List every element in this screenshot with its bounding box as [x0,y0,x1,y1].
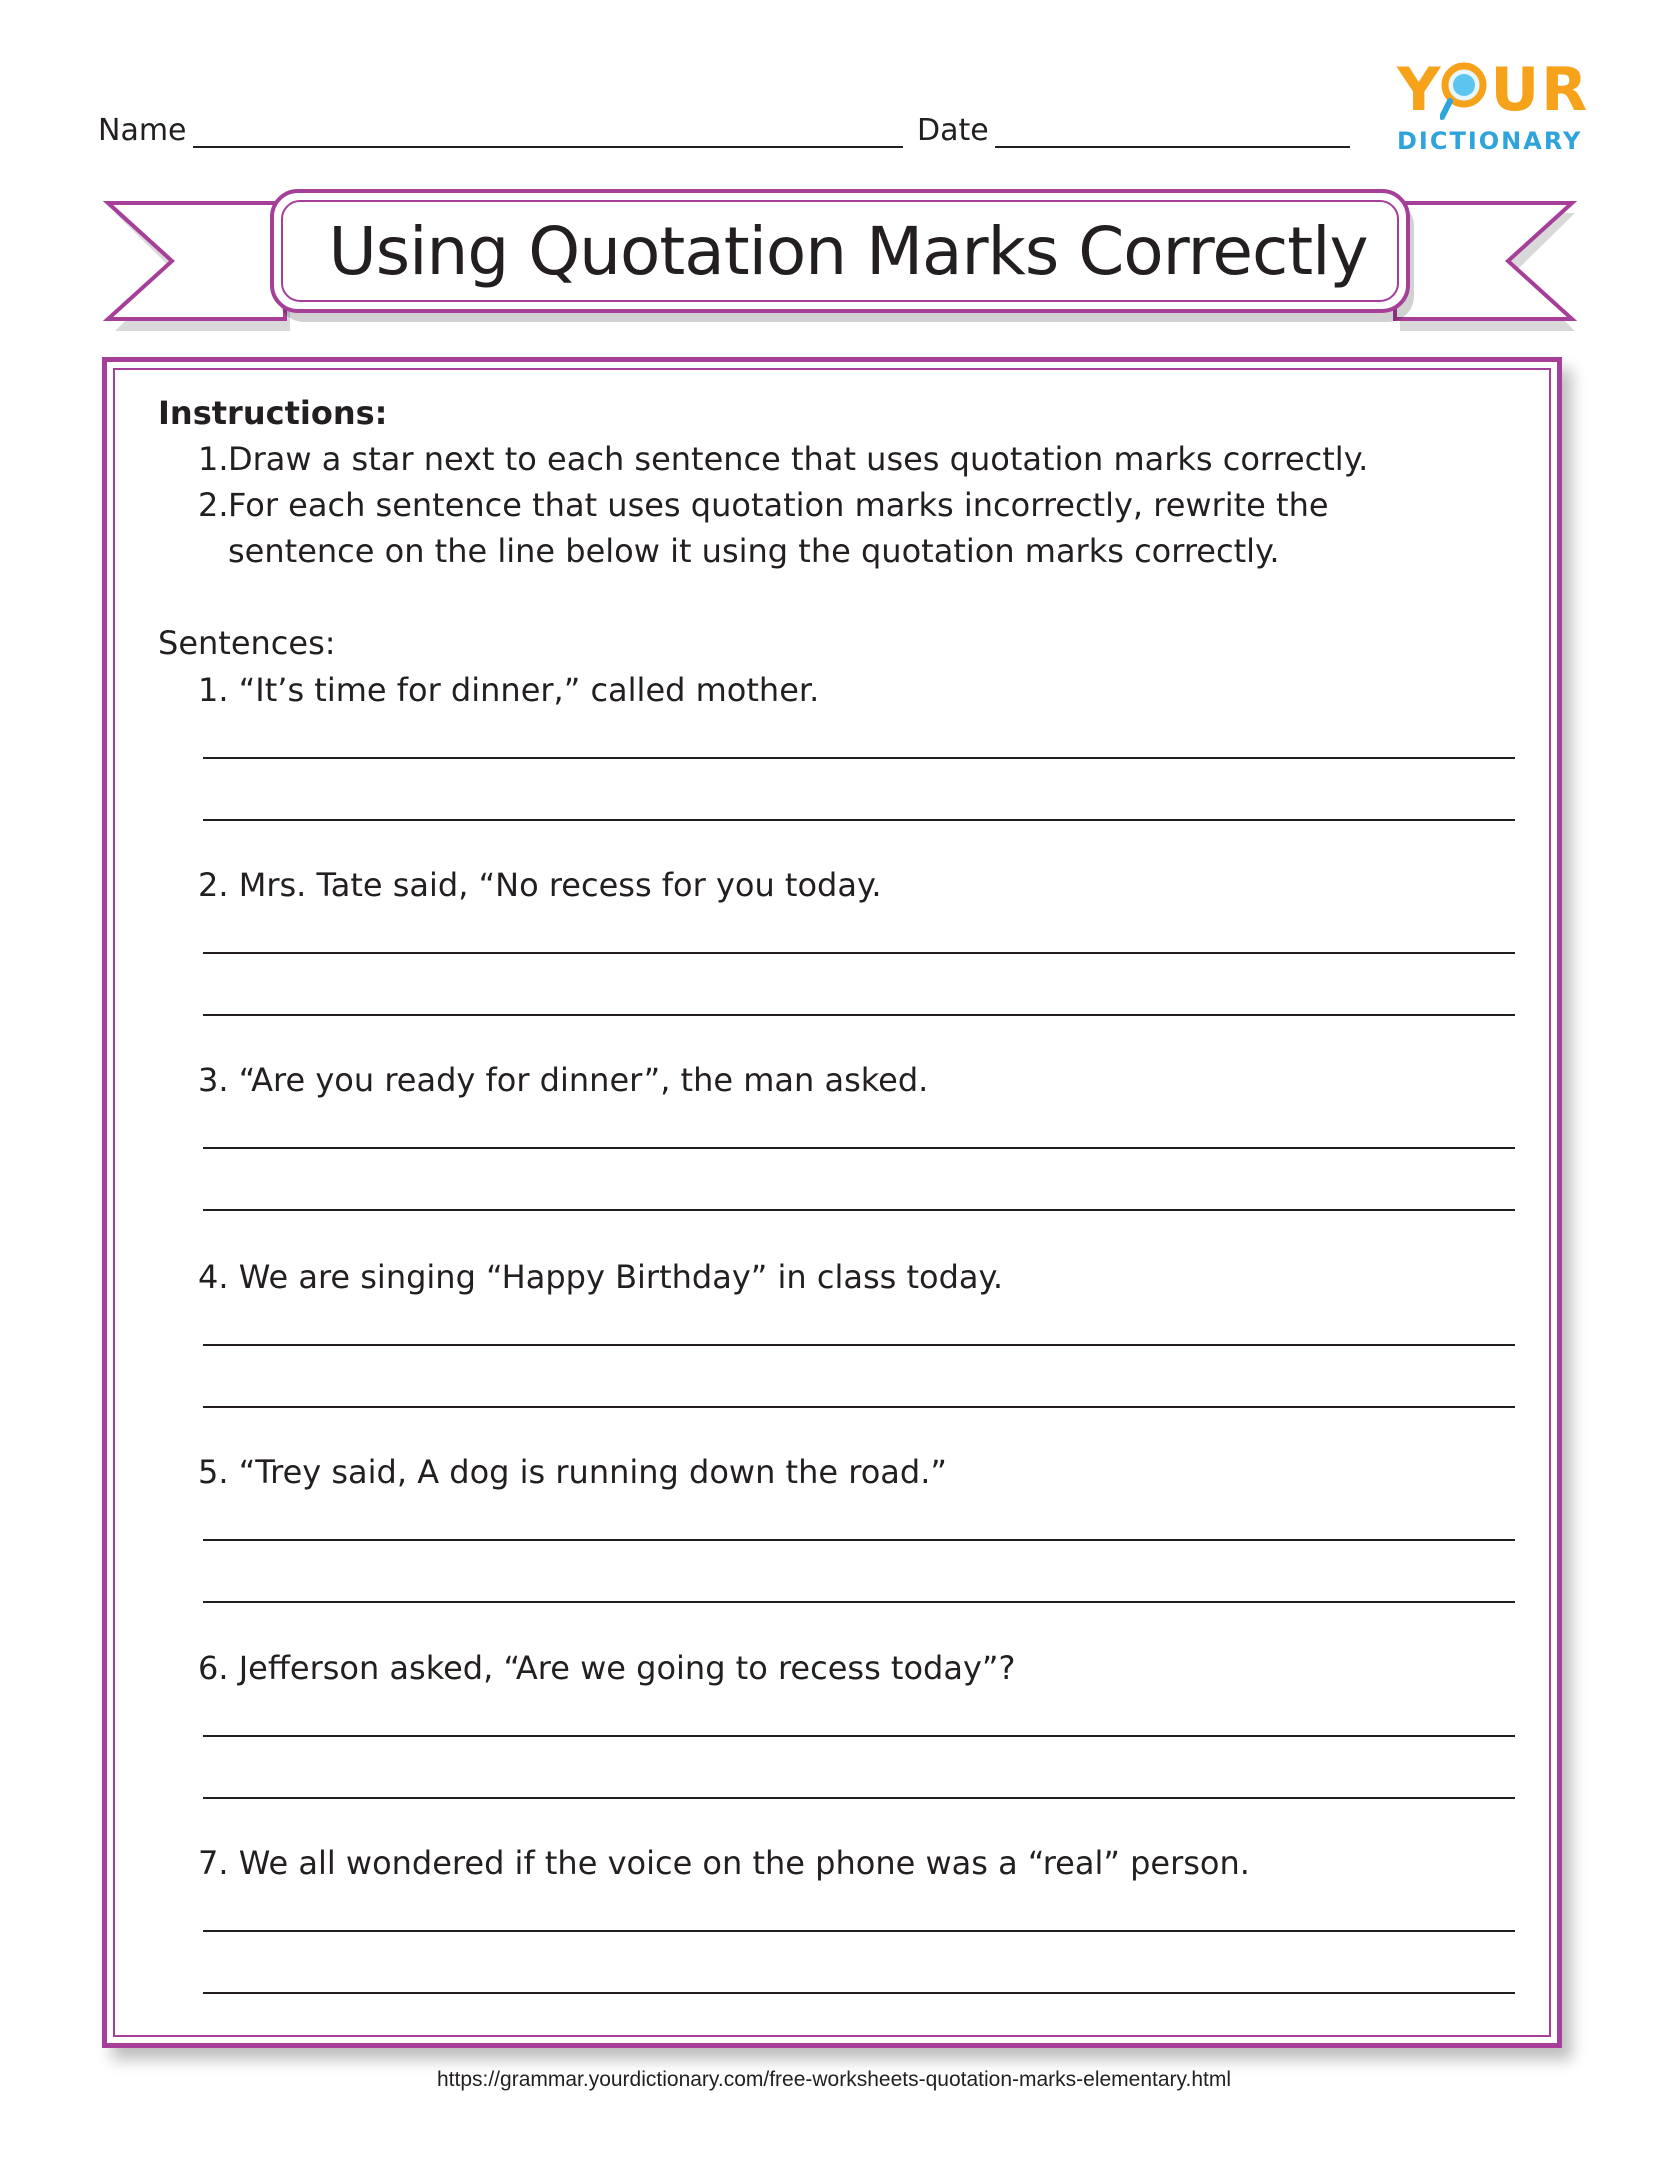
date-field[interactable] [917,113,1350,148]
banner-left-tail [108,203,285,319]
answer-line[interactable] [203,1735,1515,1737]
sentence-text: 7. We all wondered if the voice on the phone was a “real” person. [198,1844,1250,1882]
instructions-heading: Instructions: [158,394,388,432]
answer-line[interactable] [203,757,1515,759]
sentence-item [198,862,1518,1057]
sentence-text: 3. “Are you ready for dinner”, the man asked. [198,1061,929,1099]
answer-line[interactable] [203,1930,1515,1932]
instruction-text: Draw a star next to each sentence that uses quotation marks correctly. [228,440,1369,478]
answer-line[interactable] [203,1992,1515,1994]
logo-dictionary-text: DICTIONARY [1397,127,1583,155]
sentences-heading: Sentences: [158,624,336,662]
answer-line[interactable] [203,1797,1515,1799]
date-blank-line[interactable] [995,118,1350,148]
answer-line[interactable] [203,952,1515,954]
instruction-number: 1. [198,440,229,478]
sentence-text: 2. Mrs. Tate said, “No recess for you today. [198,866,882,904]
answer-line[interactable] [203,1147,1515,1149]
sentence-text: 5. “Trey said, A dog is running down the road.” [198,1453,947,1491]
sentence-item [198,667,1518,862]
answer-line[interactable] [203,819,1515,821]
instructions-section [158,390,1538,574]
sentence-text: 4. We are singing “Happy Birthday” in class today. [198,1258,1004,1296]
instruction-text: For each sentence that uses quotation marks incorrectly, rewrite the sentence on the line below it using the quotation marks correctly. [228,486,1329,570]
logo-top-word: Y UR [1397,55,1590,125]
logo-your-text [1397,55,1589,125]
answer-line[interactable] [203,1601,1515,1603]
date-label: Date [917,113,989,148]
source-url: https://grammar.yourdictionary.com/free-worksheets-quotation-marks-elementary.html [436,2068,1231,2091]
instruction-item [158,436,1538,482]
sentence-item [198,1057,1518,1252]
sentence-item [198,1449,1518,1644]
sentence-item [198,1840,1518,2035]
answer-line[interactable] [203,1344,1515,1346]
sentence-text: 6. Jefferson asked, “Are we going to recess today”? [198,1649,1016,1687]
answer-line[interactable] [203,1014,1515,1016]
name-blank-line[interactable] [193,118,903,148]
answer-line[interactable] [203,1406,1515,1408]
banner-right-tail [1395,203,1572,319]
page-title: Using Quotation Marks Correctly [328,213,1368,290]
name-field[interactable] [98,113,903,148]
instruction-number: 2. [198,486,229,524]
instruction-item [158,482,1538,574]
answer-line[interactable] [203,1209,1515,1211]
answer-line[interactable] [203,1539,1515,1541]
yourdictionary-logo [1393,55,1603,155]
sentence-item [198,1254,1518,1449]
name-label: Name [98,113,187,148]
sentence-item [198,1645,1518,1840]
sentence-text: 1. “It’s time for dinner,” called mother. [198,671,820,709]
magnifying-glass-icon [1442,55,1490,125]
